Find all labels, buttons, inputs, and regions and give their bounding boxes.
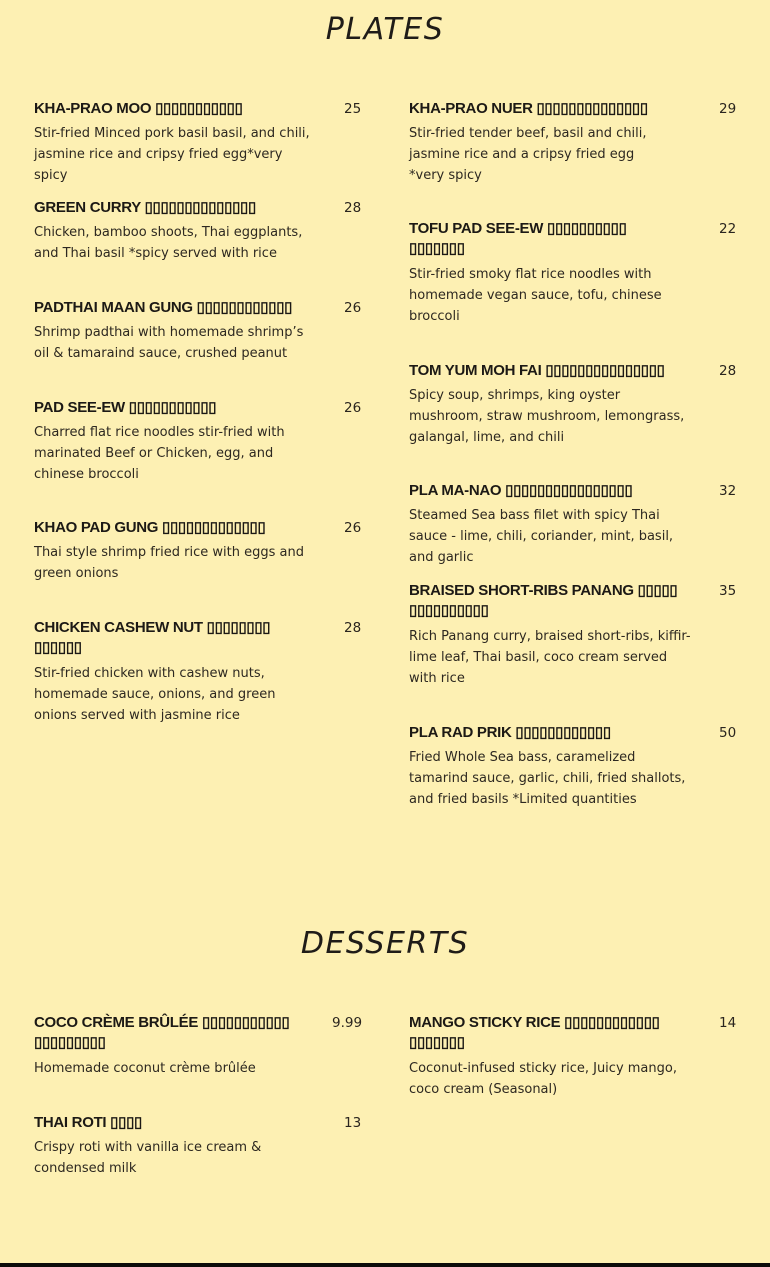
item-name: PLA RAD PRIK ▯▯▯▯▯▯▯▯▯▯▯▯ — [409, 724, 611, 741]
item-name: PADTHAI MAAN GUNG ▯▯▯▯▯▯▯▯▯▯▯▯ — [34, 299, 293, 316]
menu-item — [34, 298, 361, 368]
item-description: Fried Whole Sea bass, caramelized tamarind sauce, garlic, chili, fried shallots, and fried basils *Limited quantities — [409, 750, 686, 807]
item-price: 32 — [719, 483, 737, 499]
item-description: Stir-fried chicken with cashew nuts, homemade sauce, onions, and green onions served with jasmine rice — [34, 666, 276, 723]
item-price: 26 — [344, 520, 362, 536]
item-name: COCO CRÈME BRÛLÉE ▯▯▯▯▯▯▯▯▯▯▯ ▯▯▯▯▯▯▯▯▯ — [34, 1014, 290, 1051]
item-price: 28 — [719, 363, 737, 379]
menu-item — [34, 99, 362, 183]
item-price: 25 — [344, 101, 362, 117]
item-name: KHA-PRAO MOO ▯▯▯▯▯▯▯▯▯▯▯ — [34, 100, 243, 117]
item-name: MANGO STICKY RICE ▯▯▯▯▯▯▯▯▯▯▯▯ ▯▯▯▯▯▯▯ — [409, 1014, 660, 1051]
item-description: Stir-fried Minced pork basil basil, and chili, jasmine rice and cripsy fried egg*very spicy — [34, 126, 310, 183]
item-name: THAI ROTI ▯▯▯▯ — [34, 1114, 142, 1131]
item-price: 26 — [344, 300, 362, 316]
item-name: TOM YUM MOH FAI ▯▯▯▯▯▯▯▯▯▯▯▯▯▯▯ — [409, 362, 665, 379]
menu-item — [409, 581, 736, 693]
item-price: 13 — [344, 1115, 362, 1131]
item-description: Chicken, bamboo shoots, Thai eggplants, and Thai basil *spicy served with rice — [34, 225, 303, 261]
desserts-heading: DESSERTS — [300, 926, 470, 961]
item-description: Steamed Sea bass filet with spicy Thai sauce - lime, chili, coriander, mint, basil, and garlic — [409, 508, 674, 565]
item-name: CHICKEN CASHEW NUT ▯▯▯▯▯▯▯▯ ▯▯▯▯▯▯ — [34, 619, 271, 656]
item-price: 50 — [719, 725, 737, 741]
menu-item — [34, 1013, 361, 1083]
menu-item — [34, 618, 361, 730]
item-price: 28 — [344, 200, 362, 216]
menu-item — [409, 361, 736, 451]
menu-item — [34, 398, 361, 488]
item-price: 14 — [719, 1015, 737, 1031]
item-description: Spicy soup, shrimps, king oyster mushroom, straw mushroom, lemongrass, galangal, lime, and chili — [409, 388, 685, 445]
item-description: Charred flat rice noodles stir-fried with marinated Beef or Chicken, egg, and chinese broccoli — [34, 425, 285, 482]
item-price: 35 — [719, 583, 737, 599]
item-description: Rich Panang curry, braised short-ribs, kiffir-lime leaf, Thai basil, coco cream served with rice — [409, 629, 691, 686]
item-price: 26 — [344, 400, 362, 416]
menu-item — [34, 518, 361, 588]
menu-item — [409, 723, 736, 813]
item-description: Stir-fried smoky flat rice noodles with homemade vegan sauce, tofu, chinese broccoli — [409, 267, 662, 324]
item-price: 22 — [719, 221, 737, 237]
menu-item — [34, 1113, 361, 1183]
item-name: KHA-PRAO NUER ▯▯▯▯▯▯▯▯▯▯▯▯▯▯ — [409, 100, 648, 117]
menu-item — [409, 1013, 736, 1103]
item-description: Homemade coconut crème brûlée — [34, 1061, 256, 1076]
item-name: GREEN CURRY ▯▯▯▯▯▯▯▯▯▯▯▯▯▯ — [34, 199, 256, 216]
item-description: Crispy roti with vanilla ice cream & condensed milk — [34, 1140, 262, 1176]
menu-item — [409, 219, 736, 329]
item-price: 29 — [719, 101, 737, 117]
item-description: Stir-fried tender beef, basil and chili, jasmine rice and a cripsy fried egg *very spicy — [409, 126, 647, 183]
menu-item — [34, 198, 361, 268]
item-description: Coconut-infused sticky rice, Juicy mango, coco cream (Seasonal) — [409, 1061, 677, 1097]
item-description: Thai style shrimp fried rice with eggs and green onions — [34, 545, 304, 581]
item-description: Shrimp padthai with homemade shrimp’s oil & tamaraind sauce, crushed peanut — [34, 325, 304, 361]
bottom-border — [0, 1263, 770, 1267]
item-name: PAD SEE-EW ▯▯▯▯▯▯▯▯▯▯▯ — [34, 399, 217, 416]
menu-item — [409, 99, 736, 189]
item-name: KHAO PAD GUNG ▯▯▯▯▯▯▯▯▯▯▯▯▯ — [34, 519, 266, 536]
menu-item — [409, 481, 737, 565]
item-name: PLA MA-NAO ▯▯▯▯▯▯▯▯▯▯▯▯▯▯▯▯ — [409, 482, 633, 499]
item-price: 28 — [344, 620, 362, 636]
item-name: BRAISED SHORT-RIBS PANANG ▯▯▯▯▯ ▯▯▯▯▯▯▯▯▯▯ — [409, 582, 678, 619]
item-price: 9.99 — [332, 1015, 363, 1031]
plates-heading: PLATES — [325, 12, 445, 47]
item-name: TOFU PAD SEE-EW ▯▯▯▯▯▯▯▯▯▯ ▯▯▯▯▯▯▯ — [409, 220, 627, 257]
